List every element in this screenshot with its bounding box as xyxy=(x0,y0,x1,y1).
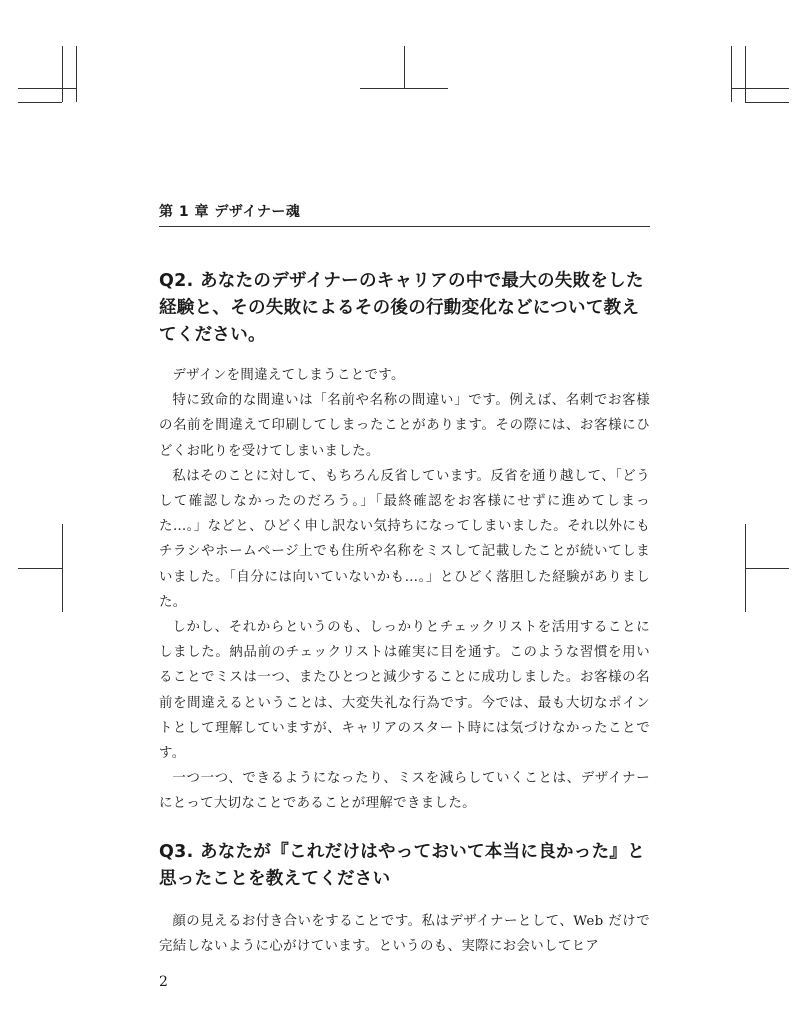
answer-paragraph: 一つ一つ、できるようになったり、ミスを減らしていくことは、デザイナーにとって大切なことであることが理解できました。 xyxy=(159,771,650,812)
question-q3: Q3. あなたが『これだけはやっておいて本当に良かった』と思ったことを教えてください xyxy=(159,841,645,889)
question-q2: Q2. あなたのデザイナーのキャリアの中で最大の失敗をした経験と、その失敗によるその後の行動変化などについて教えてください。 xyxy=(159,271,644,345)
page-body xyxy=(159,268,650,959)
answer-paragraph: 私はそのことに対して、もちろん反省しています。反省を通り越して、「どうして確認しなかったのだろう。」「最終確認をお客様にせずに進めてしまった…。」などと、ひどく申し訳ない気持ちになってしまいました。それ以外にもチラシやホームページ上でも住所や名称をミスして記載したことが続いてしまいました。「自分には向いていないかも…。」とひどく落胆した経験がありました。 xyxy=(159,468,650,610)
answer-paragraph: 特に致命的な間違いは「名前や名称の間違い」です。例えば、名刺でお客様の名前を間違えて印刷してしまったことがあります。その際には、お客様にひどくお叱りを受けてしまいました。 xyxy=(159,393,650,459)
answer-paragraph: デザインを間違えてしまうことです。 xyxy=(172,368,405,383)
page-number: 2 xyxy=(159,974,168,990)
answer-paragraph: しかし、それからというのも、しっかりとチェックリストを活用することにしました。納品前のチェックリストは確実に目を通す。このような習慣を用いることでミスは一つ、またひとつと減少することに成功しました。お客様の名前を間違えるということは、大変失礼な行為です。今では、最も大切なポイントとして理解していますが、キャリアのスタート時には気づけなかったことです。 xyxy=(159,620,650,762)
answer-paragraph: 顔の見えるお付き合いをすることです。私はデザイナーとして、Web だけで完結しないように心がけています。というのも、実際にお会いしてヒア xyxy=(159,913,650,954)
chapter-heading: 第 1 章 デザイナー魂 xyxy=(159,201,650,227)
